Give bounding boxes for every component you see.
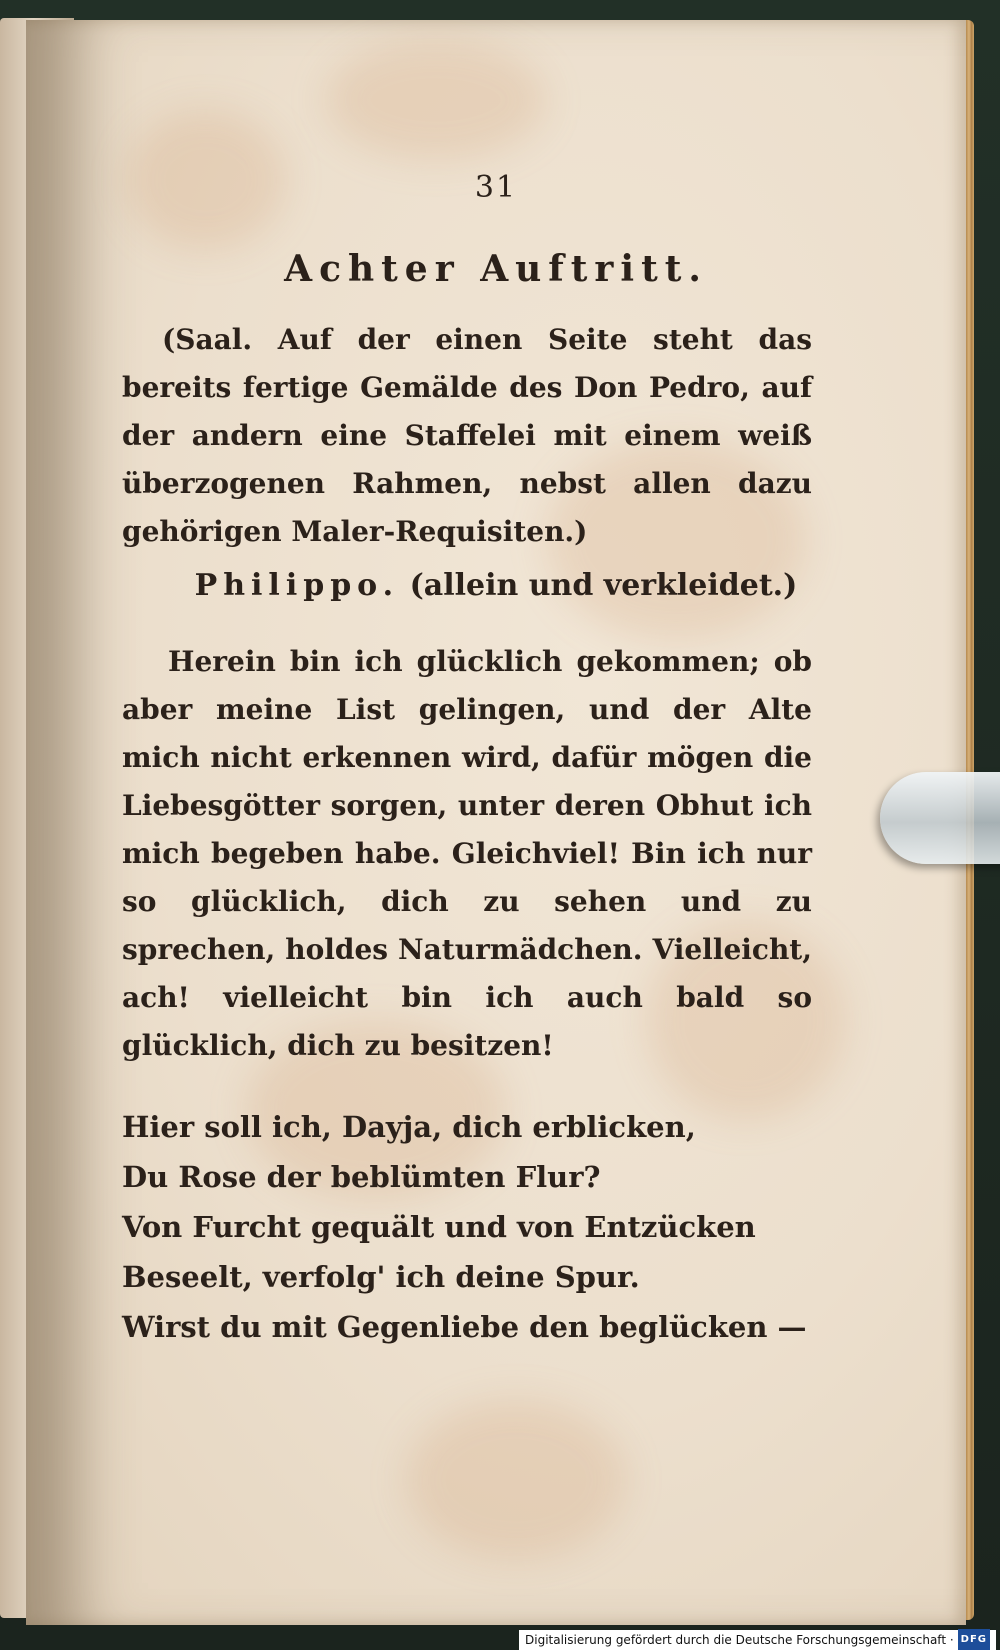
verse-line: Von Furcht gequält und von Entzücken (122, 1210, 756, 1244)
book-page (26, 20, 966, 1625)
page-clip (880, 772, 1000, 864)
stage-direction: (Saal. Auf der einen Seite steht das bereits fertige Gemälde des Don Pedro, auf der andern eine Staffelei mit einem weiß überzogenen Rahmen, nebst allen dazu gehörigen Maler-Requisiten.) (122, 323, 812, 548)
page-text (26, 20, 966, 1625)
speaker-line (26, 568, 966, 603)
scene-heading: Achter Auftritt. (284, 248, 708, 290)
speaker-name: Philippo. (194, 568, 400, 603)
footer-text: Digitalisierung gefördert durch die Deutsche Forschungsgemeinschaft · (525, 1633, 954, 1647)
dfg-logo: DFG (958, 1629, 990, 1650)
digitization-footer (519, 1630, 996, 1650)
verse-line: Hier soll ich, Dayja, dich erblicken, (122, 1110, 696, 1144)
verse-block (122, 1102, 812, 1352)
speaker-direction: (allein und verkleidet.) (409, 568, 798, 603)
verse-line: Du Rose der beblümten Flur? (122, 1160, 601, 1194)
page-number: 31 (474, 170, 518, 205)
verse-line: Beseelt, verfolg' ich deine Spur. (122, 1260, 640, 1294)
verse-line: Wirst du mit Gegenliebe den beglücken — (122, 1310, 807, 1344)
speech-paragraph: Herein bin ich glücklich gekommen; ob aber meine List gelingen, und der Alte mich nicht erkennen wird, dafür mögen die Liebesgötter sorgen, unter deren Obhut ich mich begeben habe. Gleichviel! Bin ich nur so glücklich, dich zu sehen und zu sprechen, holdes Naturmädchen. Vielleicht, ach! vielleicht bin ich auch bald so glücklich, dich zu besitzen! (122, 645, 812, 1062)
